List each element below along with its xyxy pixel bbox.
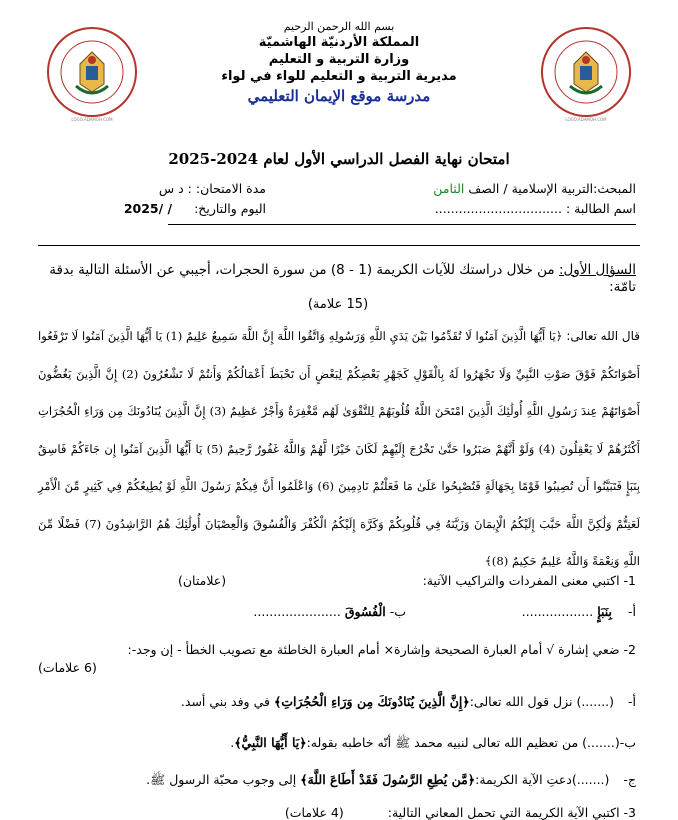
- sub-question-1-label: 1- اكتبي معنى المفردات والتراكيب الآتية:: [422, 573, 636, 588]
- crest-icon: [46, 26, 138, 124]
- statement-a: أ- (.......) نزل قول الله تعالى:﴿إِنَّ الَّذِينَ يُنَادُونَكَ مِن وَرَاءِ الْحُجُرَاتِ﴾ في وفد بني أسد.: [180, 694, 636, 709]
- svg-text:LOGO.ADAMOH.COM: LOGO.ADAMOH.COM: [71, 117, 113, 122]
- date-label: اليوم والتاريخ:: [194, 201, 266, 216]
- ministry-seal-left: [46, 26, 138, 124]
- document-header: [150, 20, 528, 105]
- info-underline: [168, 224, 636, 225]
- sub-question-1-marks: (علامتان): [178, 573, 227, 588]
- date-value: / /2025: [123, 201, 173, 216]
- answer-blank-b[interactable]: (.......): [582, 735, 620, 750]
- date-line: [124, 201, 266, 216]
- crest-icon: [540, 26, 632, 124]
- section-divider: [38, 245, 640, 246]
- school-name: مدرسة موقع الإيمان التعليمي: [247, 87, 431, 105]
- vocab-word-b: الْفُسُوقَ: [344, 604, 386, 619]
- vocab-answer-a[interactable]: ..................: [521, 604, 594, 619]
- student-label: اسم الطالبة :: [565, 201, 636, 216]
- question-1-label: السؤال الأول:: [558, 262, 636, 278]
- vocab-word-a: بِنَبَإٍ: [597, 604, 613, 619]
- directorate-name: مديرية التربية و التعليم للواء في لواء: [221, 69, 457, 84]
- basmala: بسم الله الرحمن الرحيم: [283, 20, 395, 33]
- sub-question-3: 3- اكتبي الآية الكريمة التي تحمل المعاني التالية: (4 علامات): [284, 805, 636, 820]
- question-1-marks: (15 علامة): [307, 297, 369, 312]
- sub-question-3-marks: (4 علامات): [284, 805, 344, 820]
- duration-label: مدة الامتحان:: [195, 181, 266, 196]
- sub-question-2: [38, 641, 636, 677]
- kingdom-name: المملكة الأردنيّة الهاشميّة: [258, 35, 420, 50]
- duration-line: [159, 181, 266, 196]
- sub-question-1: [423, 573, 636, 588]
- answer-blank-a[interactable]: (.......): [576, 694, 615, 709]
- ministry-name: وزارة التربية و التعليم: [268, 52, 410, 67]
- verses-intro: قال الله تعالى:: [562, 329, 641, 343]
- subject-line: [433, 181, 636, 196]
- subject: المبحث:التربية الإسلامية: [511, 181, 636, 196]
- ministry-seal-right: [540, 26, 632, 124]
- sub-question-2-marks: (6 علامات): [38, 660, 97, 675]
- svg-text:LOGO.ADAMOH.COM: LOGO.ADAMOH.COM: [565, 117, 607, 122]
- class-label: / الصف: [468, 181, 508, 196]
- question-1-text: من خلال دراستك للآيات الكريمة (1 - 8) من سورة الحجرات، أجيبي عن الأسئلة التالية بدقة تامّة:: [49, 262, 636, 295]
- vocab-item-b: ب- الْفُسُوقَ ......................: [253, 604, 406, 619]
- vocab-answer-b[interactable]: ......................: [253, 604, 341, 619]
- vocab-item-a: أ- بِنَبَإٍ ..................: [521, 604, 636, 619]
- question-1: [40, 262, 636, 313]
- statement-b: ب-(.......) من تعظيم الله تعالى لنبيه محمد ﷺ أنّه خاطبه بقوله:﴿يَا أَيُّهَا النَّبِيُّ﴾.: [230, 735, 636, 750]
- student-line: [435, 201, 636, 216]
- statement-c: ج- (.......)دعتِ الآية الكريمة:﴿مَّن يُطِعِ الرَّسُولَ فَقَدْ أَطَاعَ اللَّهَ﴾ إلى وجوب محبّة الرسول ﷺ.: [146, 772, 636, 787]
- quran-verses: [38, 318, 640, 581]
- exam-title: امتحان نهاية الفصل الدراسي الأول لعام 2024-2025: [168, 150, 510, 168]
- duration-value: : د س: [158, 181, 192, 196]
- sub-question-2-instruction: 2- ضعي إشارة √ أمام العبارة الصحيحة وإشارة× أمام العبارة الخاطئة مع تصويب الخطأ - إن وجد-:: [127, 642, 636, 657]
- verses-text: ﴿يَا أَيُّهَا الَّذِينَ آمَنُوا لَا تُقَدِّمُوا بَيْنَ يَدَيِ اللَّهِ وَرَسُولِهِ وَاتَّقُوا اللَّهَ إِنَّ اللَّهَ سَمِيعٌ عَلِيمٌ (1) يَا أَيُّهَا الَّذِينَ آمَنُوا لَا تَرْفَعُوا أَصْوَاتَكُمْ فَوْقَ صَوْتِ النَّبِيِّ وَلَا تَجْهَرُوا لَهُ بِالْقَوْلِ كَجَهْرِ بَعْضِكُمْ لِبَعْضٍ أَن تَحْبَطَ أَعْمَالُكُمْ وَأَنتُمْ لَا تَشْعُرُونَ (2) إِنَّ الَّذِينَ يَغُضُّونَ أَصْوَاتَهُمْ عِندَ رَسُولِ اللَّهِ أُولَٰئِكَ الَّذِينَ امْتَحَنَ اللَّهُ قُلُوبَهُمْ لِلتَّقْوَىٰ لَهُم مَّغْفِرَةٌ وَأَجْرٌ عَظِيمٌ (3) إِنَّ الَّذِينَ يُنَادُونَكَ مِن وَرَاءِ الْحُجُرَاتِ أَكْثَرُهُمْ لَا يَعْقِلُونَ (4) وَلَوْ أَنَّهُمْ صَبَرُوا حَتَّىٰ تَخْرُجَ إِلَيْهِمْ لَكَانَ خَيْرًا لَّهُمْ وَاللَّهُ غَفُورٌ رَّحِيمٌ (5) يَا أَيُّهَا الَّذِينَ آمَنُوا إِن جَاءَكُمْ فَاسِقٌ بِنَبَإٍ فَتَبَيَّنُوا أَن تُصِيبُوا قَوْمًا بِجَهَالَةٍ فَتُصْبِحُوا عَلَىٰ مَا فَعَلْتُمْ نَادِمِينَ (6) وَاعْلَمُوا أَنَّ فِيكُمْ رَسُولَ اللَّهِ لَوْ يُطِيعُكُمْ فِي كَثِيرٍ مِّنَ الْأَمْرِ لَعَنِتُّمْ وَلَٰكِنَّ اللَّهَ حَبَّبَ إِلَيْكُمُ الْإِيمَانَ وَزَيَّنَهُ فِي قُلُوبِكُمْ وَكَرَّهَ إِلَيْكُمُ الْكُفْرَ وَالْفُسُوقَ وَالْعِصْيَانَ أُولَٰئِكَ هُمُ الرَّاشِدُونَ (7) فَضْلًا مِّنَ اللَّهِ وَنِعْمَةً وَاللَّهُ عَلِيمٌ حَكِيمٌ (8)﴾: [38, 329, 641, 568]
- student-name-field[interactable]: ................................: [434, 201, 562, 216]
- answer-blank-c[interactable]: (.......): [571, 772, 610, 787]
- class-value: الثامن: [433, 181, 465, 196]
